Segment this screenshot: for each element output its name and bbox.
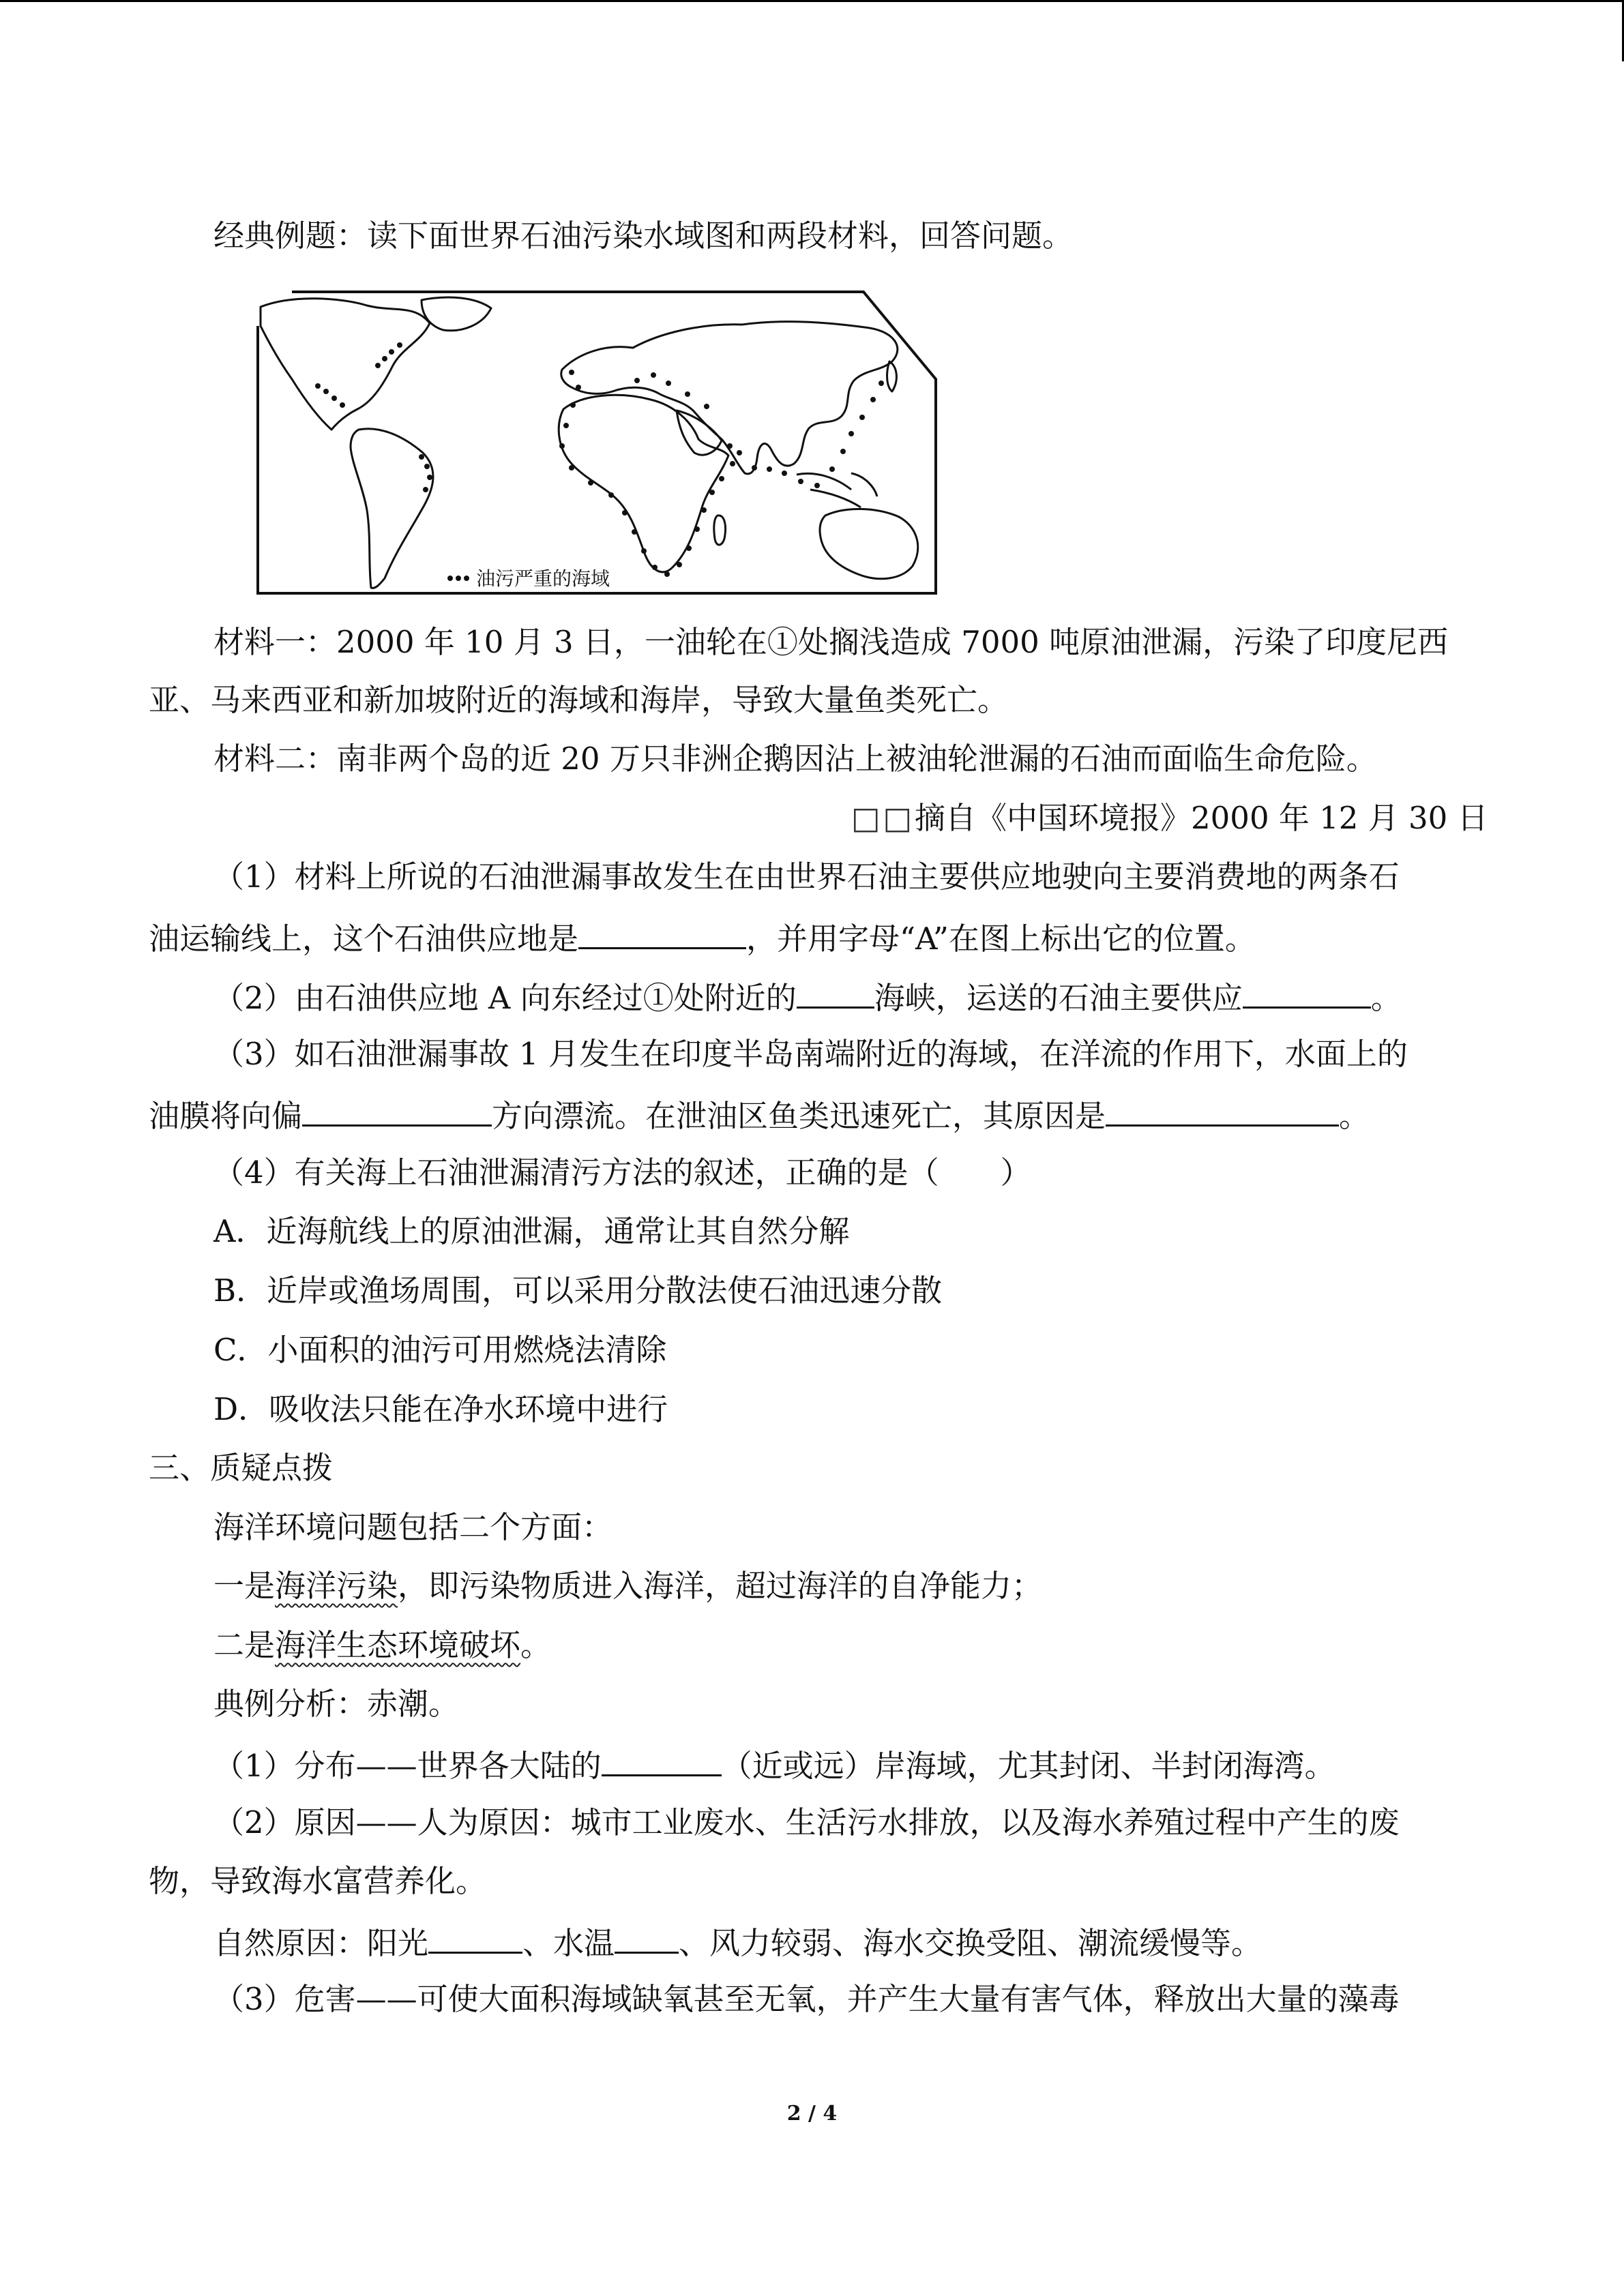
p5-text-b: （近或远）岸海域，尤其封闭、半封闭海湾。 bbox=[721, 1748, 1335, 1784]
p7-text-c: 、风力较弱、海水交换受阻、潮流缓慢等。 bbox=[679, 1925, 1263, 1961]
question-2-text-a: （2）由石油供应地 A 向东经过①处附近的 bbox=[213, 980, 797, 1016]
answer-blank-drift-direction[interactable] bbox=[302, 1093, 492, 1127]
question-1-line-1: （1）材料上所说的石油泄漏事故发生在由世界石油主要供应地驶向主要消费地的两条石 bbox=[213, 859, 1400, 895]
p3-lead: 二是 bbox=[213, 1627, 276, 1663]
continent-outlines bbox=[261, 297, 918, 588]
source-text: 摘自《中国环境报》2000 年 12 月 30 日 bbox=[915, 800, 1488, 836]
world-oil-pollution-map bbox=[251, 285, 940, 596]
question-2-text-b: 海峡，运送的石油主要供应 bbox=[874, 980, 1243, 1016]
eurasia-outline bbox=[561, 322, 898, 474]
wavy-term-ecosystem-damage: 海洋生态环境破坏 bbox=[275, 1627, 521, 1663]
material-1-line-2: 亚、马来西亚和新加坡附近的海域和海岸，导致大量鱼类死亡。 bbox=[149, 682, 1009, 718]
north-america-outline bbox=[261, 299, 430, 430]
answer-blank-destination[interactable] bbox=[1243, 975, 1371, 1009]
madagascar-outline bbox=[714, 516, 726, 545]
question-1-text-a: 油运输线上，这个石油供应地是 bbox=[149, 921, 579, 957]
question-1-text-b: ，并用字母“A”在图上标出它的位置。 bbox=[746, 921, 1256, 957]
top-border bbox=[0, 0, 1624, 2]
p2-rest: ，即污染物质进入海洋，超过海洋的自净能力； bbox=[398, 1568, 1043, 1604]
southeast-asia-islands bbox=[797, 473, 877, 507]
source-citation bbox=[851, 798, 1488, 839]
map-legend bbox=[447, 567, 610, 590]
question-1-line-2 bbox=[149, 916, 1256, 959]
greenland-outline bbox=[422, 297, 491, 331]
section-3-paragraph-7 bbox=[213, 1920, 1262, 1964]
south-america-outline bbox=[351, 429, 433, 588]
map-frame bbox=[258, 292, 936, 593]
answer-blank-sunlight[interactable] bbox=[428, 1920, 522, 1954]
p7-text-a: 自然原因：阳光 bbox=[213, 1925, 429, 1961]
option-a[interactable]: A．近海航线上的原油泄漏，通常让其自然分解 bbox=[213, 1213, 850, 1249]
option-c[interactable]: C．小面积的油污可用燃烧法清除 bbox=[213, 1332, 667, 1368]
question-3-text-b: 方向漂流。在泄油区鱼类迅速死亡，其原因是 bbox=[492, 1098, 1106, 1134]
section-3-paragraph-3 bbox=[213, 1625, 551, 1666]
section-3-paragraph-1: 海洋环境问题包括二个方面： bbox=[213, 1509, 613, 1545]
question-2 bbox=[213, 975, 1402, 1019]
section-3-paragraph-8: （3）危害——可使大面积海域缺氧甚至无氧，并产生大量有害气体，释放出大量的藻毒 bbox=[213, 1981, 1400, 2017]
question-3-line-2 bbox=[149, 1093, 1370, 1137]
p7-text-b: 、水温 bbox=[522, 1925, 615, 1961]
material-1-line-1: 材料一：2000 年 10 月 3 日，一油轮在①处搁浅造成 7000 吨原油泄漏，污染了印度尼西 bbox=[213, 624, 1449, 660]
option-d[interactable]: D．吸收法只能在净水环境中进行 bbox=[213, 1391, 668, 1427]
wavy-term-marine-pollution: 海洋污染 bbox=[275, 1568, 398, 1604]
question-3-line-1: （3）如石油泄漏事故 1 月发生在印度半岛南端附近的海域，在洋流的作用下，水面上的 bbox=[213, 1036, 1408, 1072]
page-number: 2 / 4 bbox=[786, 2102, 838, 2126]
question-2-text-c: 。 bbox=[1370, 980, 1402, 1016]
question-3-text-a: 油膜将向偏 bbox=[149, 1098, 303, 1134]
option-b[interactable]: B．近岸或渔场周围，可以采用分散法使石油迅速分散 bbox=[213, 1272, 943, 1309]
question-4-stem: （4）有关海上石油泄漏清污方法的叙述，正确的是（ ） bbox=[213, 1154, 1031, 1191]
section-3-paragraph-5 bbox=[213, 1743, 1335, 1787]
answer-blank-oil-supply-region[interactable] bbox=[578, 916, 746, 949]
p2-lead: 一是 bbox=[213, 1568, 276, 1604]
intro-text: 经典例题：读下面世界石油污染水域图和两段材料，回答问题。 bbox=[213, 218, 1074, 254]
placeholder-boxes: □□ bbox=[851, 800, 915, 836]
japan-outline bbox=[887, 361, 897, 391]
question-3-text-c: 。 bbox=[1339, 1098, 1370, 1134]
material-2: 材料二：南非两个岛的近 20 万只非洲企鹅因沾上被油轮泄漏的石油而面临生命危险。 bbox=[213, 741, 1377, 777]
australia-outline bbox=[820, 509, 918, 578]
section-3-paragraph-2 bbox=[213, 1566, 1042, 1607]
map-legend-label: 油污严重的海域 bbox=[476, 567, 610, 590]
answer-blank-water-temperature[interactable] bbox=[615, 1920, 679, 1954]
answer-blank-strait[interactable] bbox=[797, 975, 874, 1009]
p5-text-a: （1）分布——世界各大陆的 bbox=[213, 1748, 602, 1784]
section-3-paragraph-6-line-1: （2）原因——人为原因：城市工业废水、生活污水排放，以及海水养殖过程中产生的废 bbox=[213, 1804, 1400, 1840]
p3-rest: 。 bbox=[520, 1627, 552, 1663]
section-3-paragraph-4: 典例分析：赤潮。 bbox=[213, 1686, 460, 1722]
answer-blank-fish-death-reason[interactable] bbox=[1106, 1093, 1339, 1127]
answer-blank-near-or-far[interactable] bbox=[602, 1743, 722, 1776]
section-3-heading: 三、质疑点拨 bbox=[149, 1450, 334, 1486]
section-3-paragraph-6-line-2: 物，导致海水富营养化。 bbox=[149, 1863, 487, 1899]
